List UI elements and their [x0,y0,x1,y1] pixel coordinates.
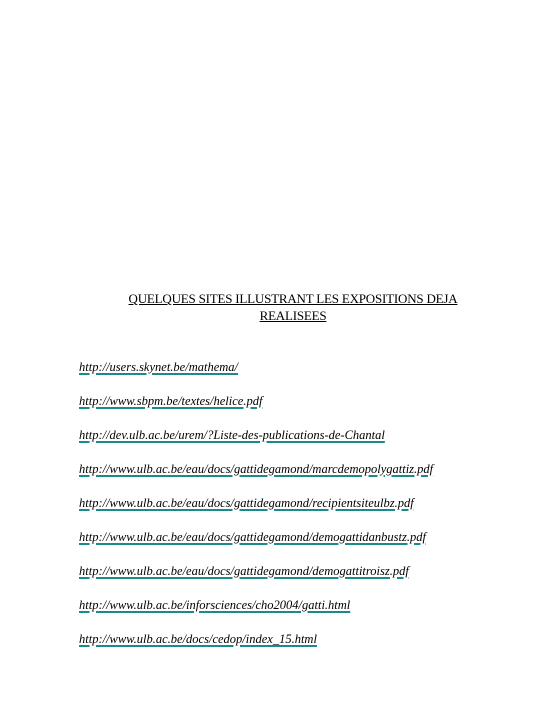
link-marcdemopolygattiz-pdf[interactable]: http://www.ulb.ac.be/eau/docs/gattidegamond/marcdemopolygattiz.pdf [79,462,434,476]
list-item [79,392,433,426]
list-item [79,460,433,494]
list-item [79,494,433,528]
heading-line-1: QUELQUES SITES ILLUSTRANT LES EXPOSITIONS DEJA [128,291,458,306]
link-urem-publications[interactable]: http://dev.ulb.ac.be/urem/?Liste-des-publications-de-Chantal [79,428,385,442]
list-item [79,426,433,460]
link-helice-pdf[interactable]: http://www.sbpm.be/textes/helice.pdf [79,394,263,408]
list-item [79,562,433,596]
list-item [79,630,433,664]
list-item [79,596,433,630]
link-inforsciences-gatti[interactable]: http://www.ulb.ac.be/inforsciences/cho2004/gatti.html [79,598,351,612]
page-heading [98,290,488,324]
list-item [79,358,433,392]
list-item [79,528,433,562]
link-cedop-index[interactable]: http://www.ulb.ac.be/docs/cedop/index_15.html [79,632,317,646]
link-demogattitroisz-pdf[interactable]: http://www.ulb.ac.be/eau/docs/gattidegamond/demogattitroisz.pdf [79,564,409,578]
link-demogattidanbustz-pdf[interactable]: http://www.ulb.ac.be/eau/docs/gattidegamond/demogattidanbustz.pdf [79,530,426,544]
link-list [79,358,433,664]
link-recipientsiteulbz-pdf[interactable]: http://www.ulb.ac.be/eau/docs/gattidegamond/recipientsiteulbz.pdf [79,496,414,510]
link-mathema[interactable]: http://users.skynet.be/mathema/ [79,360,238,374]
heading-line-2: REALISEES [259,308,327,323]
